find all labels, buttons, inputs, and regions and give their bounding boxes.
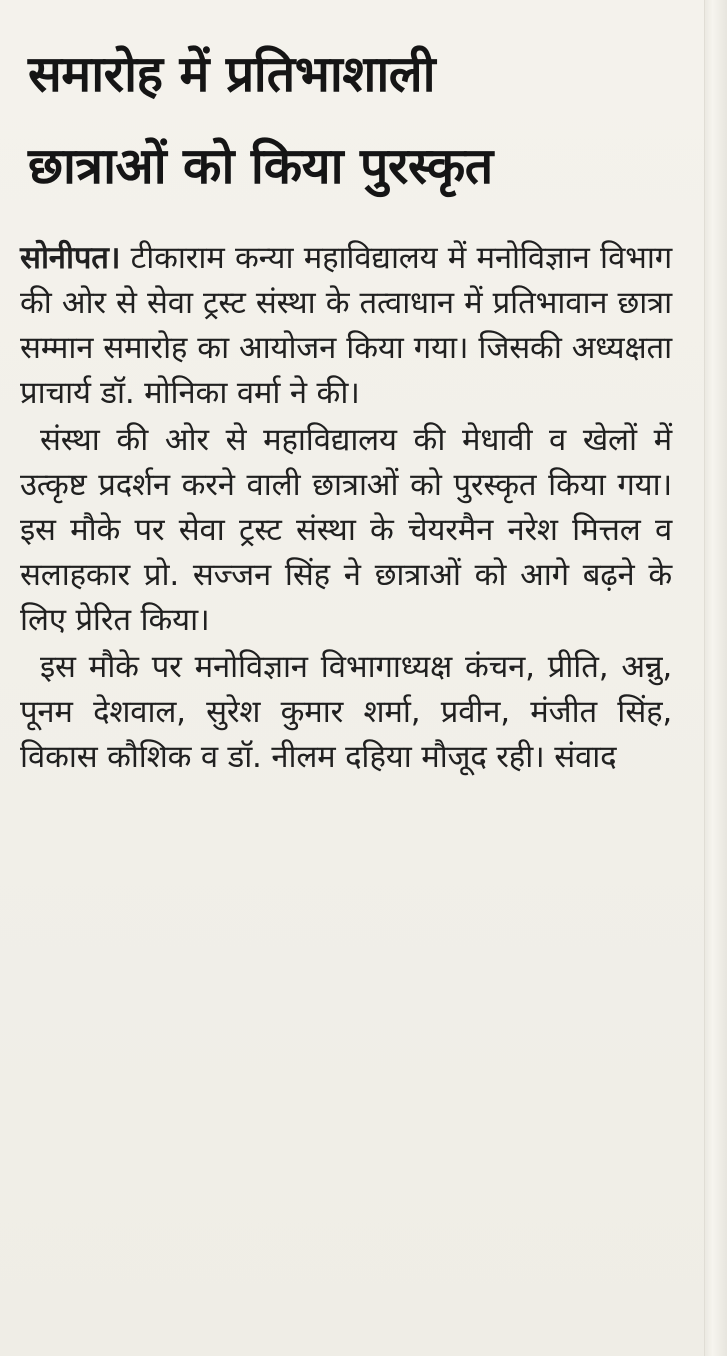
adjacent-column-edge (704, 0, 727, 1356)
paragraph-3: इस मौके पर मनोविज्ञान विभागाध्यक्ष कंचन, प्रीति, अन्नु, पूनम देशवाल, सुरेश कुमार शर्मा, प्रवीन, मंजीत सिंह, विकास कौशिक व डॉ. नीलम दहिया मौजूद रही। संवाद (20, 649, 672, 775)
dateline: सोनीपत। (20, 240, 121, 276)
headline (28, 28, 678, 212)
paragraph-1-text: टीकाराम कन्या महाविद्यालय में मनोविज्ञान विभाग की ओर से सेवा ट्रस्ट संस्था के तत्वाधान में प्रतिभावान छात्रा सम्मान समारोह का आयोजन किया गया। जिसकी अध्यक्षता प्राचार्य डॉ. मोनिका वर्मा ने की। (20, 240, 672, 411)
article-body (20, 236, 672, 782)
headline-line-1: समारोह में प्रतिभाशाली (28, 44, 436, 103)
paragraph-1 (20, 236, 672, 416)
paragraph-2: संस्था की ओर से महाविद्यालय की मेधावी व खेलों में उत्कृष्ट प्रदर्शन करने वाली छात्राओं को पुरस्कृत किया गया। इस मौके पर सेवा ट्रस्ट संस्था के चेयरमैन नरेश मित्तल व सलाहकार प्रो. सज्जन सिंह ने छात्राओं को आगे बढ़ने के लिए प्रेरित किया। (20, 422, 672, 638)
headline-line-2: छात्राओं को किया पुरस्कृत (28, 136, 493, 195)
